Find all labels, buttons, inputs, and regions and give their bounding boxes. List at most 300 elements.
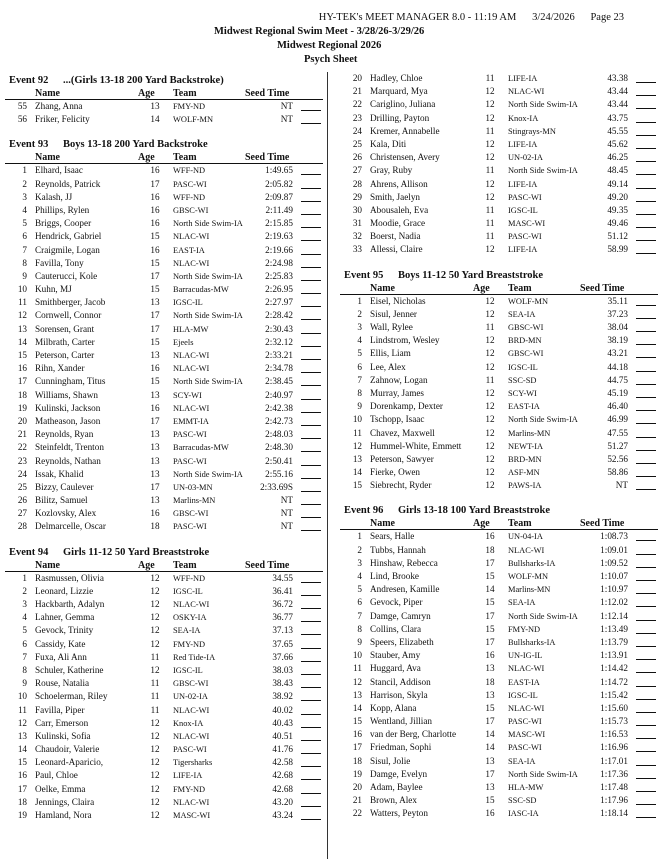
seed-time: 40.51 bbox=[272, 730, 293, 741]
finals-time-blank bbox=[636, 151, 656, 162]
swimmer-age: 17 bbox=[150, 178, 160, 189]
swimmer-age: 15 bbox=[485, 571, 495, 581]
swimmer-name: Reynolds, Patrick bbox=[35, 178, 101, 189]
seed-time: 2:30.43 bbox=[265, 323, 293, 334]
entry-row bbox=[340, 623, 658, 636]
swimmer-name: Paul, Chloe bbox=[35, 770, 78, 781]
finals-time-blank bbox=[301, 230, 321, 241]
team-name: SCY-WI bbox=[173, 390, 202, 400]
finals-time-blank bbox=[301, 481, 321, 492]
entry-row bbox=[340, 807, 658, 820]
seed-time: 43.38 bbox=[607, 73, 628, 83]
swimmer-age: 16 bbox=[150, 402, 160, 413]
swimmer-name: Boerst, Nadia bbox=[370, 231, 421, 242]
team-name: Barracudas-MW bbox=[173, 443, 229, 453]
team-name: HLA-MW bbox=[173, 324, 209, 334]
team-name: North Side Swim-IA bbox=[173, 469, 243, 479]
swimmer-name: Collins, Clara bbox=[370, 623, 422, 634]
team-name: NLAC-WI bbox=[173, 403, 210, 413]
swimmer-age: 11 bbox=[485, 218, 495, 229]
entry-rank: 19 bbox=[17, 810, 27, 820]
entry-rank: 18 bbox=[352, 755, 362, 766]
swimmer-age: 12 bbox=[485, 112, 495, 123]
swimmer-age: 16 bbox=[150, 244, 160, 255]
swimmer-name: Adam, Baylee bbox=[370, 782, 423, 792]
seed-time: 35.11 bbox=[607, 295, 628, 306]
entry-rank: 9 bbox=[22, 270, 27, 281]
team-name: NLAC-WI bbox=[508, 703, 545, 713]
entry-row bbox=[5, 323, 323, 336]
header-line-1 bbox=[319, 12, 624, 23]
swimmer-age: 11 bbox=[485, 204, 495, 215]
swimmer-age: 15 bbox=[150, 231, 160, 242]
swimmer-age: 12 bbox=[485, 401, 495, 412]
event-title: Girls 11-12 50 Yard Breaststroke bbox=[63, 546, 210, 558]
entry-row bbox=[340, 72, 658, 85]
swimmer-name: Kala, Diti bbox=[370, 138, 407, 149]
seed-time: 49.20 bbox=[607, 191, 628, 202]
team-name: BRD-MN bbox=[508, 454, 542, 464]
entry-row bbox=[5, 638, 323, 651]
seed-time: 2:34.78 bbox=[265, 363, 293, 374]
entry-rank: 31 bbox=[352, 218, 362, 229]
swimmer-age: 14 bbox=[485, 742, 495, 753]
entry-rank: 16 bbox=[17, 770, 27, 781]
finals-time-blank bbox=[301, 730, 321, 741]
entry-row bbox=[5, 455, 323, 468]
entry-row bbox=[5, 257, 323, 270]
entry-rank: 2 bbox=[22, 178, 27, 189]
finals-time-blank bbox=[636, 689, 656, 700]
swimmer-name: Wall, Rylee bbox=[370, 322, 413, 332]
entry-row bbox=[340, 427, 658, 440]
swimmer-name: Drilling, Payton bbox=[370, 112, 430, 123]
finals-time-blank bbox=[636, 676, 656, 687]
team-name: LIFE-IA bbox=[508, 179, 538, 189]
entry-row bbox=[5, 164, 323, 177]
finals-time-blank bbox=[636, 178, 656, 189]
swimmer-age: 12 bbox=[485, 453, 495, 464]
seed-time: 38.43 bbox=[272, 678, 293, 689]
entry-rank: 8 bbox=[357, 387, 362, 398]
entry-row bbox=[340, 610, 658, 623]
entry-row bbox=[340, 689, 658, 702]
swimmer-name: Issak, Khalid bbox=[35, 468, 84, 479]
sheet-type: Psych Sheet bbox=[304, 54, 358, 65]
swimmer-name: Schoelerman, Riley bbox=[35, 691, 108, 702]
entry-row bbox=[5, 270, 323, 283]
swimmer-name: Kuhn, MJ bbox=[35, 284, 72, 295]
seed-time: 2:19.66 bbox=[265, 244, 293, 255]
entry-row bbox=[5, 481, 323, 494]
swimmer-name: Gevock, Trinity bbox=[35, 625, 94, 636]
team-name: GBSC-WI bbox=[508, 323, 544, 332]
swimmer-name: Hinshaw, Rebecca bbox=[370, 557, 438, 568]
seed-time: 1:13.79 bbox=[600, 636, 628, 647]
event-label bbox=[340, 269, 398, 283]
swimmer-name: Brown, Alex bbox=[370, 795, 417, 806]
swimmer-age: 14 bbox=[150, 114, 160, 125]
entry-rank: 13 bbox=[352, 689, 362, 700]
seed-time: 38.04 bbox=[607, 322, 628, 332]
finals-time-blank bbox=[636, 98, 656, 109]
team-name: UN-IG-IL bbox=[508, 651, 543, 661]
header-name: Name bbox=[35, 152, 60, 164]
entry-row bbox=[5, 191, 323, 204]
swimmer-age: 12 bbox=[150, 717, 160, 728]
seed-time: 1:15.42 bbox=[600, 689, 628, 700]
entry-rank: 3 bbox=[357, 557, 362, 568]
swimmer-age: 13 bbox=[485, 782, 495, 792]
seed-time: 2:19.63 bbox=[265, 231, 293, 242]
swimmer-name: Lee, Alex bbox=[370, 361, 406, 372]
entry-row bbox=[340, 583, 658, 596]
column-divider bbox=[327, 72, 328, 859]
swimmer-name: Gevock, Piper bbox=[370, 597, 423, 608]
swimmer-name: Rasmussen, Olivia bbox=[35, 572, 104, 583]
swimmer-age: 13 bbox=[150, 468, 160, 479]
swimmer-age: 12 bbox=[150, 612, 160, 623]
finals-time-blank bbox=[636, 755, 656, 766]
swimmer-name: Kulinski, Jackson bbox=[35, 402, 101, 413]
seed-time: 38.19 bbox=[607, 335, 628, 346]
entry-row bbox=[5, 796, 323, 809]
swimmer-name: Tubbs, Hannah bbox=[370, 544, 426, 555]
seed-time: 2:42.73 bbox=[265, 415, 293, 426]
finals-time-blank bbox=[301, 309, 321, 320]
finals-time-blank bbox=[636, 112, 656, 123]
seed-time: 45.62 bbox=[607, 138, 628, 149]
entry-rank: 32 bbox=[352, 231, 362, 242]
finals-time-blank bbox=[636, 138, 656, 149]
entry-rank: 22 bbox=[352, 99, 362, 110]
entry-rank: 27 bbox=[17, 508, 27, 519]
swimmer-name: Reynolds, Nathan bbox=[35, 455, 101, 466]
seed-time: 1:16.53 bbox=[600, 729, 628, 740]
finals-time-blank bbox=[636, 781, 656, 792]
swimmer-age: 17 bbox=[150, 270, 160, 281]
event-title: Boys 13-18 200 Yard Backstroke bbox=[63, 139, 208, 151]
finals-time-blank bbox=[636, 308, 656, 319]
swimmer-name: Friedman, Sophi bbox=[370, 742, 432, 753]
swimmer-age: 12 bbox=[485, 138, 495, 149]
team-name: PAWS-IA bbox=[508, 481, 542, 491]
team-name: ASF-MN bbox=[508, 468, 540, 478]
swimmer-name: Chaudoir, Valerie bbox=[35, 744, 100, 755]
swimmer-age: 12 bbox=[150, 770, 160, 781]
seed-time: 41.76 bbox=[272, 744, 293, 755]
finals-time-blank bbox=[301, 455, 321, 466]
team-name: NLAC-WI bbox=[173, 258, 210, 268]
swimmer-name: Williams, Shawn bbox=[35, 389, 98, 400]
entry-rank: 21 bbox=[17, 429, 27, 440]
finals-time-blank bbox=[636, 596, 656, 607]
entry-row bbox=[5, 468, 323, 481]
swimmer-age: 12 bbox=[485, 440, 495, 451]
header-team: Team bbox=[173, 88, 197, 99]
finals-time-blank bbox=[301, 611, 321, 622]
finals-time-blank bbox=[301, 296, 321, 307]
swimmer-name: Damge, Evelyn bbox=[370, 768, 428, 779]
entry-row bbox=[340, 125, 658, 138]
entry-rank: 7 bbox=[22, 244, 27, 255]
entry-rank: 55 bbox=[17, 101, 27, 111]
finals-time-blank bbox=[636, 479, 656, 490]
finals-time-blank bbox=[301, 389, 321, 400]
header-team: Team bbox=[173, 152, 197, 164]
event-number: 94 bbox=[37, 546, 49, 558]
swimmer-name: Stancil, Addison bbox=[370, 676, 431, 687]
finals-time-blank bbox=[636, 557, 656, 568]
entry-row bbox=[5, 402, 323, 415]
swimmer-age: 13 bbox=[150, 495, 160, 506]
entry-rank: 4 bbox=[357, 571, 362, 581]
team-name: IGSC-IL bbox=[173, 586, 203, 596]
finals-time-blank bbox=[301, 441, 321, 452]
left-column bbox=[5, 72, 323, 822]
swimmer-name: Huggard, Ava bbox=[370, 663, 421, 674]
swimmer-name: Cunningham, Titus bbox=[35, 376, 106, 387]
entry-row bbox=[5, 664, 323, 677]
entry-rank: 10 bbox=[352, 650, 362, 661]
entry-row bbox=[340, 334, 658, 347]
finals-time-blank bbox=[301, 428, 321, 439]
team-name: Knox-IA bbox=[173, 718, 204, 728]
team-name: SEA-IA bbox=[173, 626, 201, 636]
swimmer-name: Tschopp, Isaac bbox=[370, 414, 425, 425]
finals-time-blank bbox=[636, 295, 656, 306]
header-age: Age bbox=[473, 282, 490, 294]
swimmer-name: Peterson, Sawyer bbox=[370, 453, 434, 464]
entry-rank: 6 bbox=[22, 638, 27, 649]
finals-time-blank bbox=[301, 507, 321, 518]
finals-time-blank bbox=[636, 413, 656, 424]
right-column bbox=[340, 72, 658, 821]
swimmer-age: 12 bbox=[485, 178, 495, 189]
event-label bbox=[5, 138, 63, 152]
entry-row bbox=[340, 794, 658, 807]
event-number: 95 bbox=[372, 269, 384, 281]
entry-rank: 13 bbox=[17, 730, 27, 741]
entry-row bbox=[340, 151, 658, 164]
finals-time-blank bbox=[301, 468, 321, 479]
swimmer-name: Hadley, Chloe bbox=[370, 73, 423, 83]
finals-time-blank bbox=[301, 100, 321, 111]
event-label bbox=[340, 504, 398, 518]
swimmer-age: 12 bbox=[485, 467, 495, 478]
entry-row bbox=[5, 349, 323, 362]
event-number: 96 bbox=[372, 505, 384, 517]
team-name: IASC-IA bbox=[508, 809, 539, 819]
team-name: WFF-ND bbox=[173, 166, 206, 176]
seed-time: NT bbox=[615, 480, 628, 491]
finals-time-blank bbox=[301, 323, 321, 334]
swimmer-name: Wentland, Jillian bbox=[370, 716, 433, 727]
finals-time-blank bbox=[301, 191, 321, 202]
finals-time-blank bbox=[301, 572, 321, 583]
team-name: IGSC-IL bbox=[173, 298, 203, 308]
team-name: North Side Swim-IA bbox=[173, 311, 243, 321]
entry-row bbox=[5, 389, 323, 402]
swimmer-age: 12 bbox=[150, 585, 160, 596]
swimmer-name: Sisul, Jenner bbox=[370, 308, 417, 319]
swimmer-name: Lind, Brooke bbox=[370, 571, 419, 581]
finals-time-blank bbox=[301, 257, 321, 268]
entry-row bbox=[5, 362, 323, 375]
swimmer-name: Reynolds, Ryan bbox=[35, 429, 94, 440]
entry-rank: 21 bbox=[352, 86, 362, 97]
swimmer-name: Elhard, Isaac bbox=[35, 165, 83, 176]
swimmer-name: Leonard-Aparicio, bbox=[35, 757, 104, 768]
swimmer-age: 12 bbox=[150, 796, 160, 807]
swimmer-age: 16 bbox=[150, 218, 160, 229]
seed-time: 37.13 bbox=[272, 625, 293, 636]
seed-time: 43.21 bbox=[607, 348, 628, 359]
swimmer-name: Harrison, Skyla bbox=[370, 689, 428, 700]
team-name: NLAC-WI bbox=[508, 545, 545, 555]
seed-time: 43.75 bbox=[607, 112, 628, 123]
team-name: North Side Swim-IA bbox=[508, 769, 578, 779]
entry-row bbox=[340, 741, 658, 754]
team-name: WFF-ND bbox=[173, 192, 206, 202]
team-name: WFF-ND bbox=[173, 573, 206, 583]
event-title: ...(Girls 13-18 200 Yard Backstroke) bbox=[63, 75, 224, 86]
team-name: Tigersharks bbox=[173, 758, 213, 768]
entry-rank: 2 bbox=[357, 308, 362, 319]
swimmer-name: Oelke, Emma bbox=[35, 783, 86, 794]
team-name: North Side Swim-IA bbox=[173, 219, 243, 229]
team-name: MASC-WI bbox=[173, 811, 211, 820]
seed-time: 43.24 bbox=[272, 810, 293, 820]
header-name: Name bbox=[370, 282, 395, 294]
finals-time-blank bbox=[301, 585, 321, 596]
finals-time-blank bbox=[636, 544, 656, 555]
team-name: NLAC-WI bbox=[173, 705, 210, 715]
finals-time-blank bbox=[636, 217, 656, 228]
event-label-text: Event bbox=[9, 139, 36, 151]
event-label bbox=[5, 546, 63, 560]
finals-time-blank bbox=[301, 270, 321, 281]
team-name: Barracudas-MW bbox=[173, 285, 229, 295]
seed-time: 43.44 bbox=[607, 86, 628, 97]
swimmer-name: Kulinski, Sofia bbox=[35, 730, 91, 741]
header-seed-time: Seed Time bbox=[580, 518, 625, 530]
seed-time: 37.65 bbox=[272, 638, 293, 649]
team-name: NLAC-WI bbox=[173, 232, 210, 242]
entry-rank: 6 bbox=[357, 361, 362, 372]
entry-rank: 56 bbox=[17, 114, 27, 125]
swimmer-name: Matheason, Jason bbox=[35, 415, 101, 426]
swimmer-name: Zahnow, Logan bbox=[370, 374, 428, 385]
finals-time-blank bbox=[636, 610, 656, 621]
swimmer-name: Siebrecht, Ryder bbox=[370, 480, 432, 491]
entry-rank: 27 bbox=[352, 165, 362, 176]
entry-row bbox=[5, 677, 323, 690]
swimmer-name: Speers, Elizabeth bbox=[370, 636, 434, 647]
entry-row bbox=[340, 308, 658, 321]
entry-row bbox=[5, 572, 323, 585]
finals-time-blank bbox=[636, 570, 656, 581]
swimmer-age: 12 bbox=[485, 414, 495, 425]
entry-row bbox=[340, 374, 658, 387]
finals-time-blank bbox=[301, 598, 321, 609]
swimmer-age: 11 bbox=[485, 125, 495, 136]
swimmer-name: Friker, Felicity bbox=[35, 114, 90, 125]
entry-row bbox=[5, 743, 323, 756]
swimmer-name: Craigmile, Logan bbox=[35, 244, 100, 255]
swimmer-age: 12 bbox=[485, 480, 495, 491]
swimmer-name: Stauber, Amy bbox=[370, 650, 421, 661]
entry-rank: 10 bbox=[17, 691, 27, 702]
entry-rank: 26 bbox=[352, 152, 362, 163]
finals-time-blank bbox=[301, 690, 321, 701]
team-name: EMMT-IA bbox=[173, 416, 209, 426]
event-label-text: Event bbox=[9, 546, 36, 558]
team-name: WOLF-MN bbox=[173, 115, 214, 125]
swimmer-name: Rihn, Xander bbox=[35, 363, 85, 374]
entry-rank: 12 bbox=[17, 717, 27, 728]
entry-row bbox=[5, 100, 323, 113]
finals-time-blank bbox=[636, 440, 656, 451]
team-name: NLAC-WI bbox=[173, 600, 210, 609]
team-name: NLAC-WI bbox=[508, 664, 545, 674]
swimmer-name: Cassidy, Kate bbox=[35, 638, 86, 649]
seed-time: 1:14.72 bbox=[600, 676, 628, 687]
swimmer-age: 13 bbox=[150, 442, 160, 453]
seed-time: 2:48.03 bbox=[265, 429, 293, 440]
finals-time-blank bbox=[301, 375, 321, 386]
team-name: PASC-WI bbox=[508, 192, 542, 202]
event-label-text: Event bbox=[344, 505, 371, 517]
entry-rank: 18 bbox=[17, 389, 27, 400]
swimmer-age: 17 bbox=[485, 768, 495, 779]
swimmer-name: Briggs, Cooper bbox=[35, 218, 92, 229]
entry-row bbox=[5, 428, 323, 441]
entry-row bbox=[340, 321, 658, 334]
entry-row bbox=[340, 479, 658, 492]
seed-time: 42.68 bbox=[272, 783, 293, 794]
swimmer-age: 15 bbox=[150, 284, 160, 295]
seed-time: 38.92 bbox=[272, 691, 293, 702]
team-name: MASC-WI bbox=[508, 730, 546, 740]
seed-time: 1:13.49 bbox=[600, 623, 628, 634]
finals-time-blank bbox=[636, 807, 656, 818]
team-name: LIFE-IA bbox=[508, 74, 538, 83]
team-name: NLAC-WI bbox=[173, 364, 210, 374]
swimmer-age: 18 bbox=[485, 544, 495, 555]
swimmer-age: 12 bbox=[485, 191, 495, 202]
entry-rank: 3 bbox=[22, 599, 27, 609]
seed-time: 2:55.16 bbox=[265, 468, 293, 479]
column-headers bbox=[5, 152, 323, 164]
seed-time: 2:25.83 bbox=[265, 270, 293, 281]
entry-row bbox=[340, 217, 658, 230]
finals-time-blank bbox=[301, 756, 321, 767]
swimmer-name: Hendrick, Gabriel bbox=[35, 231, 102, 242]
entry-row bbox=[340, 557, 658, 570]
swimmer-age: 15 bbox=[150, 336, 160, 347]
swimmer-name: Lahner, Gemma bbox=[35, 612, 95, 623]
swimmer-age: 12 bbox=[150, 572, 160, 583]
entry-row bbox=[5, 507, 323, 520]
finals-time-blank bbox=[636, 583, 656, 594]
seed-time: NT bbox=[280, 495, 293, 506]
team-name: NLAC-WI bbox=[173, 351, 210, 360]
seed-time: 2:05.82 bbox=[265, 178, 293, 189]
finals-time-blank bbox=[636, 387, 656, 398]
entry-row bbox=[5, 217, 323, 230]
swimmer-age: 15 bbox=[150, 376, 160, 387]
